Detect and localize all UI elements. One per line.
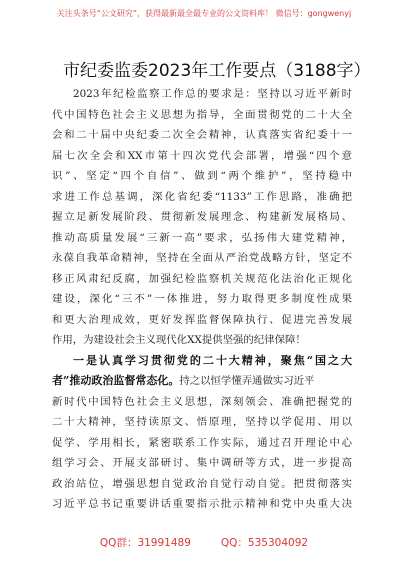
body-line: 习近平总书记重要讲话重要指示批示精神和党中央重大决 xyxy=(52,498,352,510)
section-heading-tail: 者”推动政治监督常态化。 xyxy=(52,374,180,387)
body-line: 促学、学用相长，紧密联系工作实际，通过召开理论中心 xyxy=(52,436,352,449)
page-title: 市纪委监委2023年工作要点（3188字） xyxy=(63,61,371,81)
qq-group: QQ群：31991489 xyxy=(99,537,191,549)
body-line: 作用，为建设社会主义现代化XX提供坚强的纪律保障！ xyxy=(52,334,306,346)
body-line: 永葆自我革命精神，坚持在全面从严治党战略方针，坚定不 xyxy=(52,252,352,264)
header-banner: 关注头条号“公文研究”，获得最新最全最专业的公文资料库！ 微信号：gongwenyj xyxy=(56,9,352,18)
section-heading-continued xyxy=(52,371,352,392)
section-heading: 一是认真学习贯彻党的二十大精神，聚焦“国之大 xyxy=(73,353,352,367)
body-line: 识”、坚定“四个自信”、做到“两个维护”，坚持稳中 xyxy=(52,170,352,182)
body-line: 代中国特色社会主义思想为指导，全面贯彻党的二十大全 xyxy=(52,108,352,121)
body-line: 建设，深化“三不”一体推进，努力取得更多制度性成果 xyxy=(52,293,352,305)
body-line: 会和二十届中央纪委二次全会精神，认真落实省纪委十一 xyxy=(52,129,352,141)
body-line: 政治站位，增强思想自觉政治自觉行动自觉。把贯彻落实 xyxy=(52,477,352,490)
body-line: 届七次全会和XX市第十四次党代会部署，增强“四个意 xyxy=(52,149,352,162)
body-line-tail: 持之以恒学懂弄通做实习近平 xyxy=(179,375,315,387)
document-body xyxy=(52,84,352,515)
body-line: 和更大治理成效，更好发挥监督保障执行、促进完善发展 xyxy=(52,313,352,326)
body-line: 移正风肃纪反腐，加强纪检监察机关规范化法治化正规化 xyxy=(52,272,352,285)
body-line: 二十大精神，坚持读原文、悟原理，坚持以学促用、用以 xyxy=(52,416,352,428)
body-line: 组学习会、开展支部研讨、集中调研等方式，进一步提高 xyxy=(52,457,352,469)
body-line: 推动高质量发展“三新一高”要求，弘扬伟大建党精神， xyxy=(52,231,352,244)
body-line: 2023年纪检监察工作总的要求是：坚持以习近平新时 xyxy=(73,88,352,100)
body-line: 新时代中国特色社会主义思想，深刻领会、准确把握党的 xyxy=(52,395,352,408)
footer-contact xyxy=(0,535,408,550)
body-line: 求进工作总基调，深化省纪委“1133”工作思路，准确把 xyxy=(52,190,352,203)
qq-number: QQ：535304092 xyxy=(220,537,309,549)
body-line: 握立足新发展阶段、贯彻新发展理念、构建新发展格局、 xyxy=(52,211,352,223)
